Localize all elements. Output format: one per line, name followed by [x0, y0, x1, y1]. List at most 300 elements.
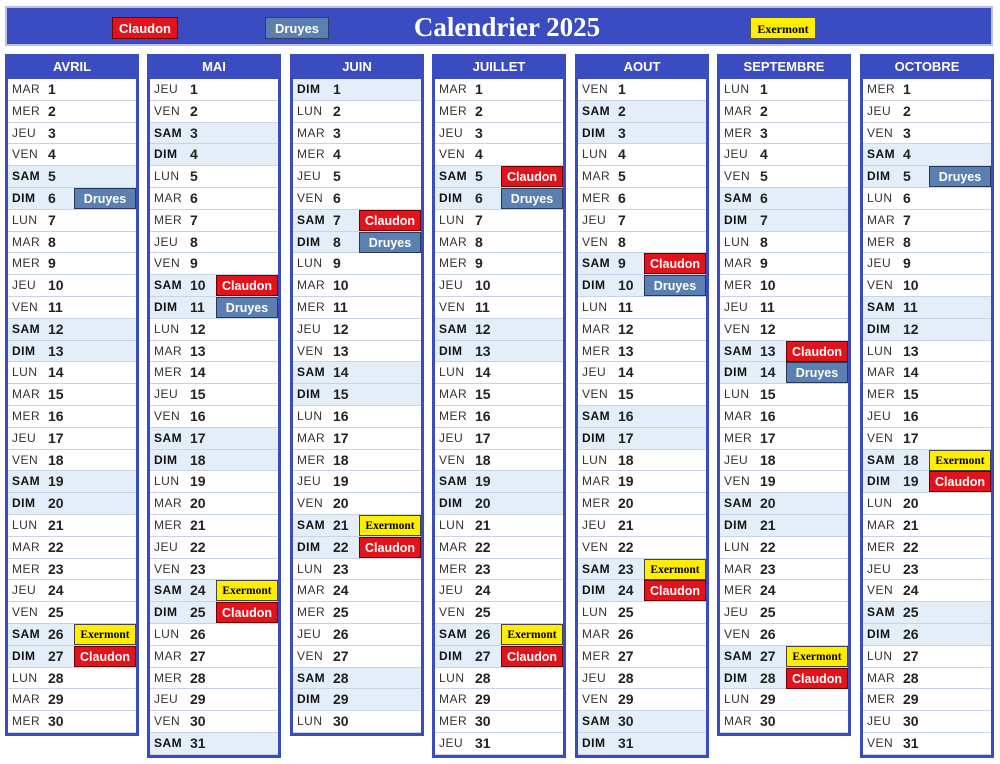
day-number: 27: [760, 647, 776, 664]
day-row: [720, 711, 848, 733]
day-row: [293, 384, 421, 406]
event-badge-claudon: Claudon: [359, 210, 421, 231]
day-name: DIM: [724, 212, 748, 227]
day-number: 21: [903, 516, 919, 533]
day-name: LUN: [439, 212, 465, 227]
event-badge-exermont: Exermont: [501, 624, 563, 645]
month-column: [575, 54, 709, 758]
day-number: 31: [903, 734, 919, 751]
day-number: 10: [48, 277, 64, 294]
day-number: 11: [48, 298, 63, 315]
month-column: [290, 54, 424, 736]
day-number: 10: [475, 277, 491, 294]
day-number: 8: [190, 233, 198, 250]
day-name: LUN: [724, 82, 750, 96]
day-number: 13: [333, 342, 349, 359]
day-number: 29: [903, 691, 919, 708]
day-name: MER: [12, 256, 41, 271]
day-row: [720, 275, 848, 297]
day-name: JEU: [867, 714, 892, 729]
day-row: [720, 210, 848, 232]
day-name: JEU: [154, 539, 179, 554]
day-number: 16: [333, 407, 349, 424]
day-name: LUN: [154, 169, 180, 184]
day-name: DIM: [582, 583, 606, 598]
day-number: 13: [760, 342, 776, 359]
day-number: 6: [618, 189, 626, 206]
day-row: [578, 232, 706, 254]
day-number: 16: [618, 407, 634, 424]
day-number: 24: [903, 582, 919, 599]
day-row: [863, 166, 991, 188]
day-number: 3: [190, 124, 198, 141]
day-row: [8, 580, 136, 602]
day-number: 25: [475, 604, 491, 621]
day-row: [150, 319, 278, 341]
day-number: 30: [190, 713, 206, 730]
day-number: 25: [190, 604, 206, 621]
month-header: JUIN: [293, 54, 421, 79]
day-number: 22: [760, 538, 776, 555]
event-badge-claudon: Claudon: [501, 646, 563, 667]
day-name: JEU: [154, 387, 179, 402]
day-name: SAM: [154, 125, 183, 140]
day-number: 27: [475, 647, 491, 664]
day-number: 22: [190, 538, 206, 555]
day-name: VEN: [154, 256, 181, 271]
day-name: LUN: [154, 626, 180, 641]
day-number: 29: [760, 691, 776, 708]
day-row: [578, 537, 706, 559]
day-number: 8: [760, 233, 768, 250]
day-name: VEN: [582, 234, 609, 249]
day-row: [578, 602, 706, 624]
month-column: [147, 54, 281, 758]
day-number: 13: [48, 342, 64, 359]
day-row: [150, 689, 278, 711]
day-number: 1: [333, 81, 341, 97]
day-number: 13: [903, 342, 919, 359]
day-name: JEU: [297, 626, 322, 641]
day-number: 11: [190, 298, 205, 315]
day-name: DIM: [867, 626, 891, 641]
day-number: 9: [903, 255, 911, 272]
day-number: 12: [333, 320, 349, 337]
day-row: [8, 210, 136, 232]
day-row: [150, 253, 278, 275]
day-name: JEU: [724, 147, 749, 162]
day-number: 12: [618, 320, 634, 337]
day-row: [150, 559, 278, 581]
day-number: 28: [475, 669, 491, 686]
day-row: [8, 646, 136, 668]
day-name: MAR: [439, 539, 468, 554]
day-row: [8, 101, 136, 123]
day-row: [720, 450, 848, 472]
day-row: [720, 101, 848, 123]
day-row: [578, 668, 706, 690]
day-number: 28: [903, 669, 919, 686]
day-name: MAR: [867, 212, 896, 227]
day-name: MER: [12, 714, 41, 729]
day-number: 2: [903, 102, 911, 119]
day-number: 21: [618, 516, 634, 533]
day-name: LUN: [297, 256, 323, 271]
day-name: MER: [582, 343, 611, 358]
day-number: 27: [48, 647, 64, 664]
day-row: [578, 275, 706, 297]
day-name: DIM: [297, 82, 321, 96]
day-row: [293, 166, 421, 188]
day-row: [435, 733, 563, 755]
day-name: SAM: [867, 299, 896, 314]
day-name: MER: [867, 82, 896, 96]
day-name: SAM: [867, 452, 896, 467]
day-number: 18: [333, 451, 349, 468]
day-number: 29: [333, 691, 349, 708]
day-name: MER: [297, 299, 326, 314]
day-name: SAM: [439, 169, 468, 184]
day-name: MER: [582, 648, 611, 663]
day-row: [8, 493, 136, 515]
day-name: MAR: [297, 583, 326, 598]
day-name: MAR: [297, 430, 326, 445]
day-name: DIM: [154, 299, 178, 314]
day-number: 5: [190, 168, 198, 185]
day-row: [863, 319, 991, 341]
day-row: [578, 406, 706, 428]
day-row: [435, 188, 563, 210]
day-number: 25: [760, 604, 776, 621]
day-row: [720, 646, 848, 668]
day-name: SAM: [439, 321, 468, 336]
day-name: MER: [297, 452, 326, 467]
day-name: SAM: [867, 605, 896, 620]
day-row: [435, 384, 563, 406]
day-row: [8, 166, 136, 188]
day-name: DIM: [439, 648, 463, 663]
event-badge-druyes: Druyes: [501, 188, 563, 209]
day-number: 7: [760, 211, 768, 228]
event-badge-exermont: Exermont: [216, 580, 278, 601]
day-row: [435, 253, 563, 275]
day-number: 30: [760, 713, 776, 730]
day-name: VEN: [582, 539, 609, 554]
day-number: 8: [48, 233, 56, 250]
day-row: [8, 624, 136, 646]
day-row: [8, 537, 136, 559]
day-row: [435, 232, 563, 254]
day-row: [863, 101, 991, 123]
day-name: DIM: [297, 234, 321, 249]
day-name: JEU: [297, 321, 322, 336]
event-badge-exermont: Exermont: [644, 559, 706, 580]
day-number: 2: [190, 102, 198, 119]
day-number: 30: [618, 713, 634, 730]
day-number: 24: [475, 582, 491, 599]
day-name: JEU: [582, 212, 607, 227]
day-name: DIM: [12, 496, 36, 511]
day-number: 21: [190, 516, 206, 533]
day-name: MAR: [154, 190, 183, 205]
day-number: 4: [903, 146, 911, 163]
day-row: [8, 602, 136, 624]
day-name: MAR: [154, 648, 183, 663]
day-number: 9: [190, 255, 198, 272]
day-row: [150, 711, 278, 733]
day-name: LUN: [724, 234, 750, 249]
day-row: [150, 144, 278, 166]
month-column: [717, 54, 851, 736]
day-name: JEU: [297, 169, 322, 184]
day-row: [578, 362, 706, 384]
day-row: [150, 428, 278, 450]
day-name: MAR: [297, 125, 326, 140]
day-name: SAM: [724, 496, 753, 511]
event-badge-exermont: Exermont: [786, 646, 848, 667]
day-name: MAR: [439, 234, 468, 249]
day-name: MAR: [12, 234, 41, 249]
day-row: [435, 341, 563, 363]
day-row: [293, 711, 421, 733]
day-number: 10: [760, 277, 776, 294]
day-name: VEN: [154, 714, 181, 729]
day-name: MER: [867, 234, 896, 249]
day-number: 30: [48, 713, 64, 730]
day-number: 15: [333, 386, 349, 403]
day-row: [8, 123, 136, 145]
day-number: 28: [618, 669, 634, 686]
day-name: MER: [297, 147, 326, 162]
day-name: MER: [439, 714, 468, 729]
day-number: 16: [760, 407, 776, 424]
day-name: MER: [724, 430, 753, 445]
day-number: 11: [903, 298, 918, 315]
day-row: [8, 253, 136, 275]
day-number: 22: [903, 538, 919, 555]
day-number: 21: [48, 516, 64, 533]
event-badge-claudon: Claudon: [929, 471, 991, 492]
day-name: SAM: [724, 343, 753, 358]
day-number: 17: [760, 429, 776, 446]
day-number: 23: [190, 560, 206, 577]
day-row: [863, 515, 991, 537]
day-row: [8, 79, 136, 101]
day-row: [435, 319, 563, 341]
day-name: JEU: [867, 561, 892, 576]
day-name: LUN: [12, 670, 38, 685]
day-number: 12: [475, 320, 491, 337]
day-name: VEN: [12, 147, 39, 162]
day-number: 18: [903, 451, 919, 468]
day-name: MER: [582, 190, 611, 205]
day-name: DIM: [582, 430, 606, 445]
day-row: [8, 711, 136, 733]
day-number: 3: [760, 124, 768, 141]
day-number: 7: [333, 211, 341, 228]
day-name: MER: [724, 583, 753, 598]
day-name: MAR: [439, 387, 468, 402]
day-row: [293, 188, 421, 210]
day-name: SAM: [154, 735, 183, 750]
day-name: SAM: [297, 212, 326, 227]
day-number: 11: [760, 298, 775, 315]
day-number: 9: [333, 255, 341, 272]
day-row: [720, 537, 848, 559]
day-name: LUN: [297, 714, 323, 729]
day-name: DIM: [724, 670, 748, 685]
event-badge-druyes: Druyes: [74, 188, 136, 209]
day-name: MAR: [582, 169, 611, 184]
day-name: JEU: [867, 103, 892, 118]
day-name: SAM: [439, 626, 468, 641]
day-number: 24: [760, 582, 776, 599]
day-row: [720, 559, 848, 581]
day-number: 27: [618, 647, 634, 664]
day-row: [863, 428, 991, 450]
day-name: JEU: [12, 278, 37, 293]
day-name: VEN: [12, 299, 39, 314]
day-name: SAM: [582, 103, 611, 118]
day-row: [720, 123, 848, 145]
day-number: 25: [48, 604, 64, 621]
day-name: VEN: [154, 561, 181, 576]
day-name: LUN: [297, 103, 323, 118]
day-name: VEN: [867, 583, 894, 598]
day-name: JEU: [439, 583, 464, 598]
day-row: [720, 580, 848, 602]
day-row: [720, 319, 848, 341]
day-name: MER: [724, 125, 753, 140]
day-name: MAR: [582, 321, 611, 336]
month-header: OCTOBRE: [863, 54, 991, 79]
day-row: [435, 689, 563, 711]
day-number: 15: [760, 386, 776, 403]
day-row: [863, 384, 991, 406]
day-number: 5: [48, 168, 56, 185]
day-row: [863, 602, 991, 624]
day-name: MAR: [297, 278, 326, 293]
day-row: [720, 493, 848, 515]
day-row: [578, 210, 706, 232]
day-number: 14: [760, 364, 776, 381]
day-row: [578, 471, 706, 493]
day-name: MER: [439, 408, 468, 423]
day-number: 12: [190, 320, 206, 337]
day-name: MAR: [12, 387, 41, 402]
day-row: [578, 166, 706, 188]
day-name: JEU: [12, 430, 37, 445]
day-row: [8, 384, 136, 406]
day-row: [293, 580, 421, 602]
day-row: [150, 79, 278, 101]
day-number: 3: [903, 124, 911, 141]
day-row: [720, 624, 848, 646]
day-name: SAM: [154, 278, 183, 293]
day-name: MER: [12, 408, 41, 423]
day-row: [863, 275, 991, 297]
day-row: [720, 79, 848, 101]
event-badge-druyes: Druyes: [359, 232, 421, 253]
day-row: [293, 319, 421, 341]
day-name: JEU: [724, 299, 749, 314]
day-row: [150, 210, 278, 232]
day-row: [8, 188, 136, 210]
day-row: [578, 384, 706, 406]
day-name: LUN: [439, 670, 465, 685]
day-name: VEN: [154, 408, 181, 423]
day-number: 3: [475, 124, 483, 141]
day-name: DIM: [12, 190, 36, 205]
day-row: [293, 253, 421, 275]
day-row: [150, 602, 278, 624]
day-number: 9: [475, 255, 483, 272]
day-number: 20: [618, 495, 634, 512]
day-row: [720, 471, 848, 493]
day-number: 14: [475, 364, 491, 381]
day-number: 6: [190, 189, 198, 206]
day-name: LUN: [297, 408, 323, 423]
day-row: [293, 297, 421, 319]
day-row: [293, 559, 421, 581]
day-name: VEN: [724, 169, 751, 184]
day-number: 21: [333, 516, 349, 533]
day-row: [435, 79, 563, 101]
day-row: [720, 297, 848, 319]
day-row: [435, 471, 563, 493]
day-name: LUN: [724, 539, 750, 554]
day-number: 22: [333, 538, 349, 555]
day-row: [863, 232, 991, 254]
day-row: [150, 123, 278, 145]
day-number: 5: [618, 168, 626, 185]
day-name: SAM: [12, 626, 41, 641]
day-row: [578, 580, 706, 602]
day-number: 7: [903, 211, 911, 228]
day-row: [293, 79, 421, 101]
day-name: MAR: [154, 343, 183, 358]
day-number: 8: [475, 233, 483, 250]
day-number: 10: [190, 277, 206, 294]
day-number: 15: [475, 386, 491, 403]
day-row: [863, 668, 991, 690]
day-name: SAM: [12, 474, 41, 489]
day-name: VEN: [582, 387, 609, 402]
day-number: 20: [333, 495, 349, 512]
day-name: JEU: [582, 365, 607, 380]
day-row: [8, 559, 136, 581]
day-name: LUN: [867, 648, 893, 663]
day-name: DIM: [439, 190, 463, 205]
day-row: [578, 341, 706, 363]
day-row: [150, 341, 278, 363]
event-badge-claudon: Claudon: [74, 646, 136, 667]
day-row: [863, 689, 991, 711]
day-number: 13: [618, 342, 634, 359]
day-row: [293, 450, 421, 472]
day-number: 14: [190, 364, 206, 381]
day-number: 21: [760, 516, 776, 533]
day-number: 1: [760, 81, 768, 97]
day-name: MAR: [582, 626, 611, 641]
day-name: LUN: [867, 343, 893, 358]
day-number: 27: [333, 647, 349, 664]
day-name: LUN: [154, 321, 180, 336]
day-row: [720, 253, 848, 275]
day-row: [435, 450, 563, 472]
day-row: [8, 428, 136, 450]
day-number: 23: [760, 560, 776, 577]
